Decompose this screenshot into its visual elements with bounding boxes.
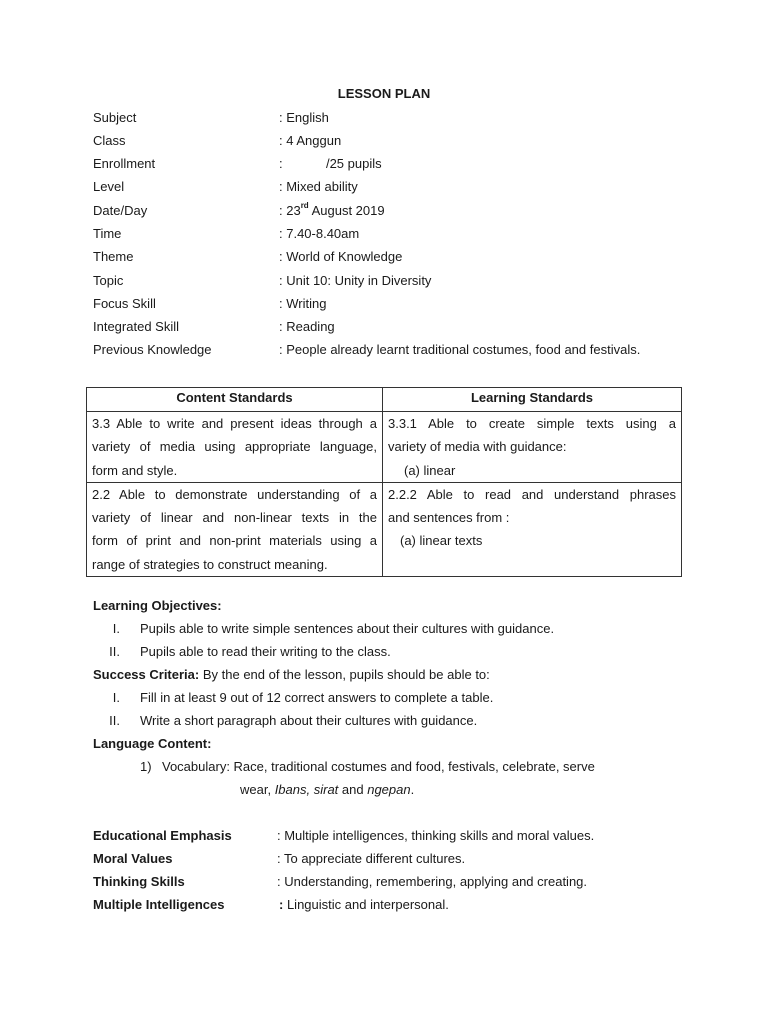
moral-values-label: Moral Values bbox=[93, 851, 173, 866]
criteria-number: I. bbox=[112, 690, 120, 705]
vocab-and: and bbox=[338, 782, 368, 797]
cell-line: form of print and non-print materials using a bbox=[92, 533, 377, 549]
info-label-focus-skill: Focus Skill bbox=[93, 296, 156, 311]
vocabulary-line-continued bbox=[240, 782, 414, 797]
info-label-date: Date/Day bbox=[93, 203, 148, 218]
multiple-intelligences-value: Linguistic and interpersonal. bbox=[283, 897, 449, 912]
cell-line: variety of linear and non-linear texts in the bbox=[92, 510, 377, 526]
info-value-class: : 4 Anggun bbox=[279, 133, 342, 148]
info-value-level: : Mixed ability bbox=[279, 179, 358, 194]
cell-line: (a) linear bbox=[404, 462, 456, 478]
info-label-level: Level bbox=[93, 179, 125, 194]
content-standard-cell bbox=[87, 482, 383, 576]
cell-line: variety of media using appropriate language, bbox=[92, 439, 377, 455]
emphasis-value: : Multiple intelligences, thinking skills and moral values. bbox=[277, 828, 595, 843]
objective-text: Pupils able to read their writing to the class. bbox=[140, 644, 391, 659]
success-intro: By the end of the lesson, pupils should be able to: bbox=[199, 667, 490, 682]
vocab-wear: wear, bbox=[240, 782, 275, 797]
header-learning-standards: Learning Standards bbox=[383, 388, 682, 412]
date-day: : 23 bbox=[279, 203, 301, 218]
info-label-previous-knowledge: Previous Knowledge bbox=[93, 342, 212, 357]
multiple-intelligences-value-line bbox=[279, 897, 449, 912]
cell-line: and sentences from : bbox=[388, 510, 510, 526]
criteria-text: Fill in at least 9 out of 12 correct answers to complete a table. bbox=[140, 690, 494, 705]
cell-line: 3.3 Able to write and present ideas through a bbox=[92, 416, 377, 431]
cell-line: range of strategies to construct meaning. bbox=[92, 556, 328, 572]
date-month-year: August 2019 bbox=[308, 203, 385, 218]
objectives-heading: Learning Objectives: bbox=[93, 598, 222, 613]
multiple-intelligences-label: Multiple Intelligences bbox=[93, 897, 225, 912]
info-label-class: Class bbox=[93, 133, 126, 148]
info-value-theme: : World of Knowledge bbox=[279, 249, 403, 264]
info-value-previous-knowledge: : People already learnt traditional costumes, food and festivals. bbox=[279, 342, 641, 357]
info-value-enrollment: : /25 pupils bbox=[279, 156, 382, 171]
info-label-subject: Subject bbox=[93, 110, 137, 125]
table-header-row bbox=[87, 388, 682, 412]
language-heading: Language Content: bbox=[93, 736, 212, 751]
table-row bbox=[87, 482, 682, 576]
vocab-ngepan: ngepan bbox=[367, 782, 411, 797]
standards-table bbox=[86, 387, 682, 577]
vocab-period: . bbox=[410, 782, 415, 797]
success-heading: Success Criteria: bbox=[93, 667, 200, 682]
info-label-integrated-skill: Integrated Skill bbox=[93, 319, 179, 334]
info-label-time: Time bbox=[93, 226, 122, 241]
info-label-enrollment: Enrollment bbox=[93, 156, 156, 171]
info-label-topic: Topic bbox=[93, 273, 124, 288]
info-value-date bbox=[279, 203, 385, 218]
cell-line: variety of media with guidance: bbox=[388, 439, 567, 455]
cell-line: 2.2.2 Able to read and understand phrases bbox=[388, 486, 676, 502]
language-item-number: 1) bbox=[140, 759, 152, 774]
objective-number: II. bbox=[109, 644, 120, 659]
moral-values-value: : To appreciate different cultures. bbox=[277, 851, 466, 866]
info-label-theme: Theme bbox=[93, 249, 134, 264]
thinking-skills-value: : Understanding, remembering, applying and creating. bbox=[277, 874, 588, 889]
objective-text: Pupils able to write simple sentences about their cultures with guidance. bbox=[140, 621, 555, 636]
table-row bbox=[87, 412, 682, 483]
vocabulary-line: Vocabulary: Race, traditional costumes and food, festivals, celebrate, serve bbox=[162, 759, 595, 774]
learning-standard-cell bbox=[383, 482, 682, 576]
learning-standard-cell bbox=[383, 412, 682, 483]
success-criteria-line bbox=[93, 667, 490, 682]
emphasis-label: Educational Emphasis bbox=[93, 828, 232, 843]
document-title: LESSON PLAN bbox=[337, 86, 431, 101]
info-value-topic: : Unit 10: Unity in Diversity bbox=[279, 273, 432, 288]
cell-line: (a) linear texts bbox=[400, 533, 483, 549]
content-standard-cell bbox=[87, 412, 383, 483]
date-suffix: rd bbox=[300, 201, 309, 210]
info-value-subject: : English bbox=[279, 110, 329, 125]
info-value-integrated-skill: : Reading bbox=[279, 319, 335, 334]
vocab-ibans: Ibans, bbox=[274, 782, 311, 797]
vocab-sirat: sirat bbox=[313, 782, 339, 797]
criteria-text: Write a short paragraph about their cultures with guidance. bbox=[140, 713, 478, 728]
cell-line: form and style. bbox=[92, 462, 178, 478]
thinking-skills-label: Thinking Skills bbox=[93, 874, 185, 889]
info-value-focus-skill: : Writing bbox=[279, 296, 327, 311]
info-value-time: : 7.40-8.40am bbox=[279, 226, 360, 241]
header-content-standards: Content Standards bbox=[87, 388, 383, 412]
mi-colon: : bbox=[279, 897, 284, 912]
objective-number: I. bbox=[112, 621, 120, 636]
cell-line: 3.3.1 Able to create simple texts using a bbox=[388, 416, 676, 431]
criteria-number: II. bbox=[109, 713, 120, 728]
cell-line: 2.2 Able to demonstrate understanding of a bbox=[92, 486, 377, 502]
